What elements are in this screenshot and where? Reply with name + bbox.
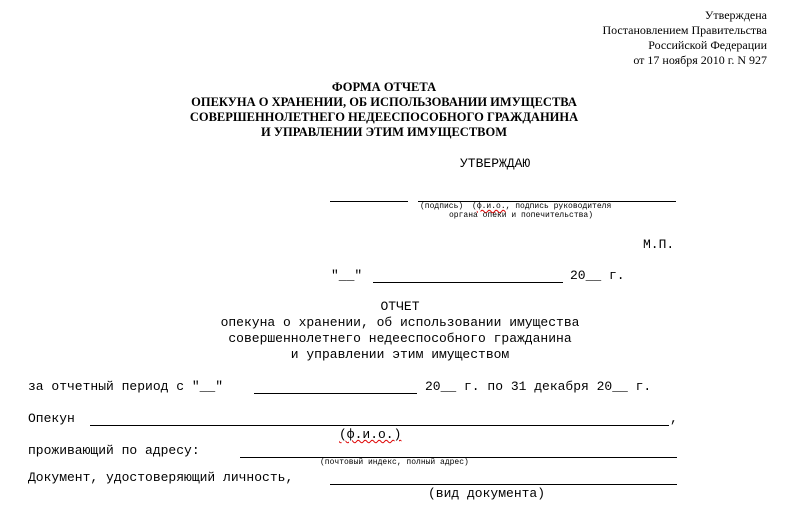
report-title-line-4: и управлении этим имуществом	[290, 347, 510, 362]
stamp-place: М.П.	[643, 237, 675, 252]
approve-date-day: "__"	[331, 268, 363, 283]
caption-guardianship-authority: органа опеки и попечительства)	[449, 211, 594, 220]
address-label: проживающий по адресу:	[28, 443, 200, 458]
period-prefix: за отчетный период с "__"	[28, 379, 224, 394]
period-month-line[interactable]	[254, 393, 417, 394]
approve-date-month-line[interactable]	[373, 282, 563, 283]
form-title-line-3: СОВЕРШЕННОЛЕТНЕГО НЕДЕЕСПОСОБНОГО ГРАЖДАНИНА	[189, 110, 579, 124]
caption-official-fio: (ф.и.о., подпись руководителя	[472, 202, 612, 211]
guardian-caption: (ф.и.о.)	[339, 427, 402, 442]
form-title	[130, 80, 638, 140]
report-title-line-1: ОТЧЕТ	[380, 299, 420, 314]
report-title	[150, 299, 650, 363]
guardian-fio-line[interactable]	[90, 425, 669, 426]
approval-block	[602, 8, 767, 68]
document-caption: (вид документа)	[428, 486, 546, 501]
form-title-line-1: ФОРМА ОТЧЕТА	[331, 80, 437, 94]
signature-line[interactable]	[330, 201, 408, 202]
approve-date-year: 20__ г.	[570, 268, 625, 283]
guardian-comma: ,	[670, 411, 678, 426]
approval-line-2: Постановлением Правительства	[602, 23, 767, 37]
approval-line-4: от 17 ноября 2010 г. N 927	[633, 53, 767, 67]
report-title-line-3: совершеннолетнего недееспособного гражданина	[228, 331, 572, 346]
approve-label: УТВЕРЖДАЮ	[460, 156, 531, 171]
approval-line-3: Российской Федерации	[648, 38, 767, 52]
document-type-line[interactable]	[330, 484, 677, 485]
caption-signature: (подпись)	[420, 202, 464, 211]
document-label: Документ, удостоверяющий личность,	[28, 470, 294, 485]
form-title-line-4: И УПРАВЛЕНИИ ЭТИМ ИМУЩЕСТВОМ	[260, 125, 508, 139]
address-caption: (почтовый индекс, полный адрес)	[320, 458, 469, 467]
period-year: 20__ г. по 31 декабря 20__ г.	[425, 379, 652, 394]
form-title-line-2: ОПЕКУНА О ХРАНЕНИИ, ОБ ИСПОЛЬЗОВАНИИ ИМУЩЕСТВА	[191, 95, 577, 109]
report-title-line-2: опекуна о хранении, об использовании имущества	[220, 315, 580, 330]
guardian-label: Опекун	[28, 411, 75, 426]
approval-line-1: Утверждена	[704, 8, 767, 22]
